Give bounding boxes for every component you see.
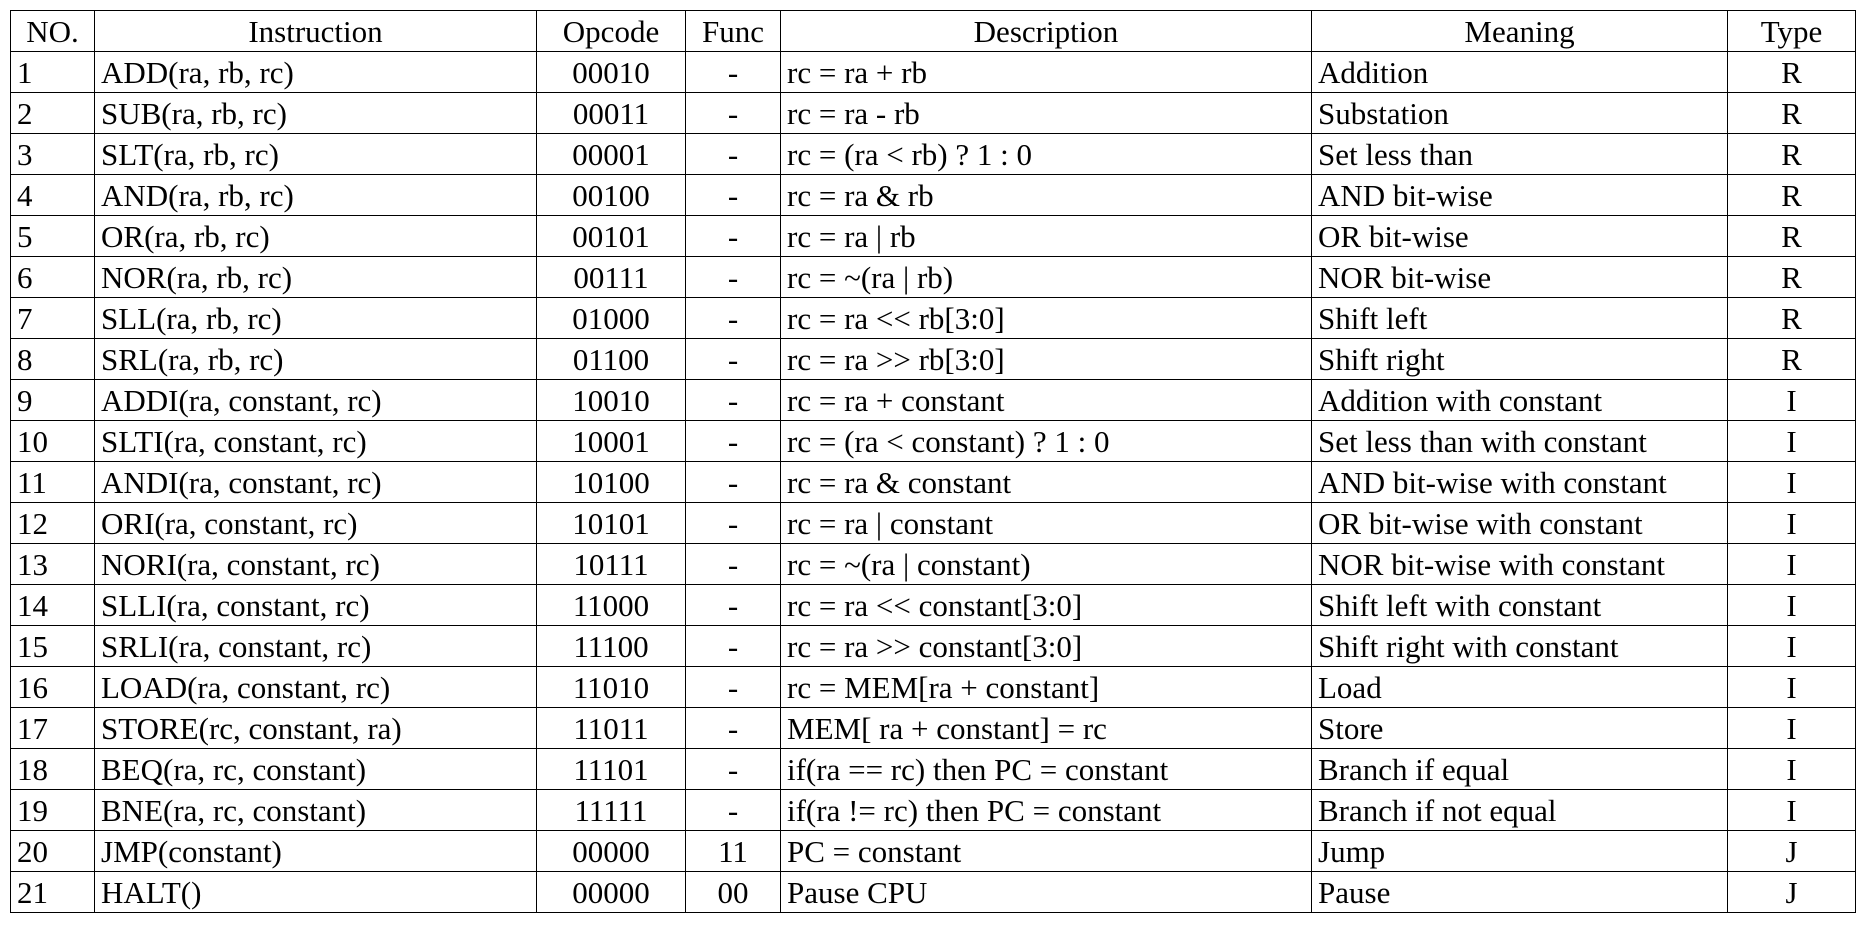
cell-instruction: JMP(constant) [95,831,537,872]
cell-no: 5 [11,216,95,257]
table-row [11,708,1856,749]
cell-no: 21 [11,872,95,913]
cell-description: rc = ra & constant [781,462,1312,503]
cell-opcode: 00010 [537,52,686,93]
cell-instruction: ADD(ra, rb, rc) [95,52,537,93]
table-row [11,626,1856,667]
cell-no: 15 [11,626,95,667]
cell-instruction: SRL(ra, rb, rc) [95,339,537,380]
cell-func: - [686,749,781,790]
cell-type: I [1728,708,1856,749]
cell-opcode: 01100 [537,339,686,380]
table-row [11,339,1856,380]
cell-no: 18 [11,749,95,790]
cell-opcode: 10001 [537,421,686,462]
cell-no: 13 [11,544,95,585]
cell-func: 11 [686,831,781,872]
cell-meaning: Branch if equal [1312,749,1728,790]
header-type: Type [1728,11,1856,52]
header-row [11,11,1856,52]
cell-instruction: HALT() [95,872,537,913]
cell-type: R [1728,216,1856,257]
cell-description: if(ra == rc) then PC = constant [781,749,1312,790]
cell-description: rc = ra + constant [781,380,1312,421]
cell-type: I [1728,585,1856,626]
table-row [11,380,1856,421]
table-row [11,831,1856,872]
cell-opcode: 11010 [537,667,686,708]
cell-opcode: 11100 [537,626,686,667]
cell-description: PC = constant [781,831,1312,872]
cell-type: J [1728,831,1856,872]
cell-instruction: BNE(ra, rc, constant) [95,790,537,831]
cell-type: J [1728,872,1856,913]
cell-no: 17 [11,708,95,749]
cell-type: R [1728,93,1856,134]
cell-description: MEM[ ra + constant] = rc [781,708,1312,749]
cell-meaning: Addition [1312,52,1728,93]
cell-description: rc = (ra < constant) ? 1 : 0 [781,421,1312,462]
cell-meaning: Shift left with constant [1312,585,1728,626]
header-func: Func [686,11,781,52]
cell-meaning: AND bit-wise with constant [1312,462,1728,503]
cell-instruction: ADDI(ra, constant, rc) [95,380,537,421]
cell-func: - [686,585,781,626]
cell-description: rc = ra >> rb[3:0] [781,339,1312,380]
cell-opcode: 00101 [537,216,686,257]
cell-opcode: 11101 [537,749,686,790]
cell-description: rc = ~(ra | rb) [781,257,1312,298]
cell-description: rc = ra | rb [781,216,1312,257]
cell-description: rc = ~(ra | constant) [781,544,1312,585]
table-row [11,52,1856,93]
cell-meaning: Branch if not equal [1312,790,1728,831]
cell-type: I [1728,749,1856,790]
cell-type: R [1728,339,1856,380]
instruction-set-table [10,10,1856,913]
cell-type: I [1728,667,1856,708]
cell-meaning: NOR bit-wise [1312,257,1728,298]
header-no: NO. [11,11,95,52]
cell-opcode: 00100 [537,175,686,216]
cell-meaning: Shift left [1312,298,1728,339]
cell-meaning: OR bit-wise with constant [1312,503,1728,544]
cell-description: rc = ra | constant [781,503,1312,544]
cell-func: - [686,134,781,175]
cell-func: - [686,175,781,216]
cell-type: I [1728,380,1856,421]
cell-instruction: LOAD(ra, constant, rc) [95,667,537,708]
cell-no: 11 [11,462,95,503]
cell-func: - [686,544,781,585]
table-row [11,585,1856,626]
cell-meaning: Set less than [1312,134,1728,175]
cell-func: - [686,52,781,93]
cell-description: rc = (ra < rb) ? 1 : 0 [781,134,1312,175]
cell-meaning: Shift right [1312,339,1728,380]
cell-no: 14 [11,585,95,626]
table-row [11,749,1856,790]
table-body [11,52,1856,913]
cell-type: I [1728,462,1856,503]
cell-description: rc = ra & rb [781,175,1312,216]
cell-opcode: 00111 [537,257,686,298]
table-row [11,872,1856,913]
cell-instruction: SLLI(ra, constant, rc) [95,585,537,626]
cell-func: - [686,421,781,462]
table-row [11,257,1856,298]
cell-func: - [686,380,781,421]
table-row [11,421,1856,462]
table-row [11,134,1856,175]
cell-type: R [1728,257,1856,298]
cell-func: - [686,339,781,380]
cell-description: rc = ra + rb [781,52,1312,93]
cell-description: rc = MEM[ra + constant] [781,667,1312,708]
cell-type: R [1728,134,1856,175]
cell-opcode: 00001 [537,134,686,175]
cell-description: rc = ra >> constant[3:0] [781,626,1312,667]
cell-no: 10 [11,421,95,462]
cell-meaning: OR bit-wise [1312,216,1728,257]
cell-opcode: 00011 [537,93,686,134]
cell-instruction: AND(ra, rb, rc) [95,175,537,216]
cell-meaning: Substation [1312,93,1728,134]
cell-meaning: Set less than with constant [1312,421,1728,462]
cell-description: rc = ra << rb[3:0] [781,298,1312,339]
cell-no: 7 [11,298,95,339]
table-header [11,11,1856,52]
cell-meaning: Shift right with constant [1312,626,1728,667]
cell-opcode: 01000 [537,298,686,339]
cell-no: 19 [11,790,95,831]
cell-func: - [686,503,781,544]
cell-no: 1 [11,52,95,93]
cell-instruction: NOR(ra, rb, rc) [95,257,537,298]
cell-func: - [686,626,781,667]
cell-instruction: ORI(ra, constant, rc) [95,503,537,544]
cell-func: - [686,708,781,749]
cell-instruction: SUB(ra, rb, rc) [95,93,537,134]
cell-func: - [686,257,781,298]
table-row [11,503,1856,544]
table-row [11,93,1856,134]
cell-opcode: 10100 [537,462,686,503]
cell-instruction: STORE(rc, constant, ra) [95,708,537,749]
cell-meaning: Load [1312,667,1728,708]
cell-instruction: SLT(ra, rb, rc) [95,134,537,175]
cell-opcode: 11011 [537,708,686,749]
cell-type: R [1728,175,1856,216]
cell-meaning: Pause [1312,872,1728,913]
cell-no: 20 [11,831,95,872]
cell-description: rc = ra - rb [781,93,1312,134]
cell-no: 16 [11,667,95,708]
cell-no: 4 [11,175,95,216]
cell-opcode: 00000 [537,831,686,872]
cell-instruction: OR(ra, rb, rc) [95,216,537,257]
cell-type: I [1728,503,1856,544]
header-description: Description [781,11,1312,52]
cell-opcode: 11000 [537,585,686,626]
cell-type: R [1728,298,1856,339]
cell-description: Pause CPU [781,872,1312,913]
cell-type: I [1728,626,1856,667]
header-instruction: Instruction [95,11,537,52]
table-row [11,544,1856,585]
cell-instruction: BEQ(ra, rc, constant) [95,749,537,790]
cell-func: - [686,667,781,708]
cell-type: I [1728,544,1856,585]
cell-description: rc = ra << constant[3:0] [781,585,1312,626]
cell-opcode: 00000 [537,872,686,913]
cell-opcode: 10101 [537,503,686,544]
cell-type: R [1728,52,1856,93]
cell-meaning: Jump [1312,831,1728,872]
cell-opcode: 10111 [537,544,686,585]
table-row [11,667,1856,708]
cell-instruction: NORI(ra, constant, rc) [95,544,537,585]
cell-opcode: 11111 [537,790,686,831]
header-opcode: Opcode [537,11,686,52]
header-meaning: Meaning [1312,11,1728,52]
cell-no: 2 [11,93,95,134]
table-row [11,790,1856,831]
cell-no: 8 [11,339,95,380]
cell-meaning: Addition with constant [1312,380,1728,421]
cell-func: - [686,298,781,339]
cell-instruction: SLTI(ra, constant, rc) [95,421,537,462]
table-row [11,175,1856,216]
cell-meaning: AND bit-wise [1312,175,1728,216]
table-row [11,462,1856,503]
table-row [11,298,1856,339]
cell-func: - [686,462,781,503]
cell-instruction: SRLI(ra, constant, rc) [95,626,537,667]
cell-func: - [686,790,781,831]
cell-func: - [686,216,781,257]
cell-no: 12 [11,503,95,544]
cell-opcode: 10010 [537,380,686,421]
cell-no: 6 [11,257,95,298]
cell-func: 00 [686,872,781,913]
cell-meaning: NOR bit-wise with constant [1312,544,1728,585]
cell-meaning: Store [1312,708,1728,749]
cell-instruction: ANDI(ra, constant, rc) [95,462,537,503]
cell-func: - [686,93,781,134]
table-row [11,216,1856,257]
cell-type: I [1728,790,1856,831]
cell-no: 3 [11,134,95,175]
cell-instruction: SLL(ra, rb, rc) [95,298,537,339]
cell-no: 9 [11,380,95,421]
cell-type: I [1728,421,1856,462]
cell-description: if(ra != rc) then PC = constant [781,790,1312,831]
